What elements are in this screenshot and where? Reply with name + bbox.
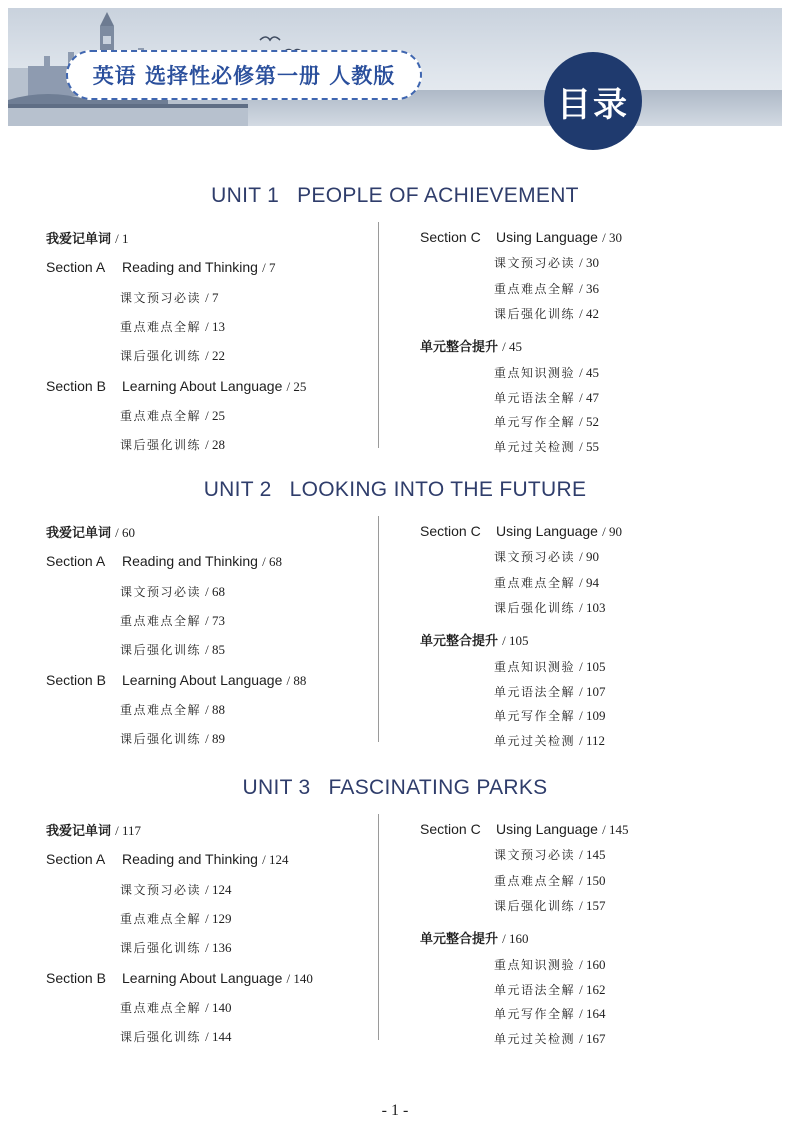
entry-label: 重点难点全解 [120,1001,202,1015]
entry-label: 我爱记单词 [46,526,112,541]
entry-label: 单元写作全解 [494,709,576,723]
entry-page: / 68 [262,554,282,569]
entry-label: 重点难点全解 [120,409,202,423]
entry-page: / 28 [205,437,226,452]
toc-entry[interactable] [494,846,606,863]
toc-entry[interactable] [46,228,129,247]
unit-block [0,184,790,464]
toc-entry[interactable] [494,872,606,889]
toc-entry[interactable] [420,821,629,838]
toc-entry[interactable] [494,389,599,406]
entry-page: / 103 [579,600,606,615]
entry-label: 课后强化训练 [120,1030,202,1044]
unit-title [0,184,790,208]
unit-block [0,478,790,758]
entry-label: 课文预习必读 [120,883,202,897]
entry-page: / 129 [205,911,232,926]
section-label: Section B [46,378,106,394]
entry-label: 课后强化训练 [494,307,576,321]
toc-entry[interactable] [46,851,288,868]
toc-entry[interactable] [120,318,225,335]
section-name: Using Language [496,229,598,245]
entry-page: / 85 [205,642,226,657]
book-title-pill [66,50,422,100]
entry-page: / 160 [502,931,529,946]
toc-entry[interactable] [420,229,622,246]
toc-entry[interactable] [120,289,219,306]
toc-entry[interactable] [494,305,599,322]
entry-page: / 22 [205,348,226,363]
toc-entry[interactable] [494,981,606,998]
toc-entry[interactable] [494,1005,606,1022]
entry-page: / 112 [579,733,606,748]
entry-label: 课后强化训练 [120,941,202,955]
section-label: Section B [46,970,106,986]
toc-entry[interactable] [494,658,606,675]
entry-label: 单元整合提升 [420,634,499,649]
entry-page: / 144 [205,1029,232,1044]
entry-label: 课文预习必读 [120,291,202,305]
entry-label: 课后强化训练 [494,899,576,913]
toc-entry[interactable] [494,548,599,565]
entry-page: / 124 [205,882,232,897]
entry-page: / 30 [602,230,622,245]
section-name: Using Language [496,523,598,539]
entry-page: / 7 [205,290,219,305]
entry-page: / 89 [205,731,226,746]
section-label: Section A [46,553,106,569]
section-name: Reading and Thinking [122,851,258,867]
toc-entry[interactable] [46,378,306,395]
toc-entry[interactable] [120,407,225,424]
entry-page: / 52 [579,414,600,429]
book-title: 英语 选择性必修第一册 人教版 [92,64,396,88]
entry-label: 单元写作全解 [494,415,576,429]
section-label: Section A [46,259,106,275]
section-name: Reading and Thinking [122,259,258,275]
entry-page: / 1 [115,231,129,246]
unit-name: LOOKING INTO THE FUTURE [289,478,587,501]
entry-label: 课文预习必读 [120,585,202,599]
toc-entry[interactable] [494,1030,606,1047]
toc-entry[interactable] [120,347,225,364]
entry-label: 课后强化训练 [120,438,202,452]
section-name: Using Language [496,821,598,837]
toc-entry[interactable] [46,970,313,987]
column-divider [378,814,379,1040]
toc-entry[interactable] [494,438,599,455]
unit-name: PEOPLE OF ACHIEVEMENT [297,184,579,207]
entry-page: / 88 [205,702,226,717]
entry-label: 单元过关检测 [494,1032,576,1046]
toc-entry[interactable] [420,928,529,947]
entry-label: 单元过关检测 [494,440,576,454]
entry-page: / 117 [115,823,142,838]
entry-label: 重点难点全解 [494,576,576,590]
entry-page: / 145 [602,822,629,837]
entry-page: / 109 [579,708,606,723]
entry-page: / 90 [579,549,600,564]
section-name: Learning About Language [122,970,283,986]
toc-entry[interactable] [120,701,225,718]
entry-page: / 68 [205,584,226,599]
entry-label: 我爱记单词 [46,232,112,247]
toc-entry[interactable] [494,574,599,591]
entry-page: / 47 [579,390,600,405]
toc-entry[interactable] [46,672,306,689]
entry-page: / 25 [286,379,307,394]
entry-label: 课后强化训练 [120,643,202,657]
entry-label: 单元写作全解 [494,1007,576,1021]
entry-label: 单元语法全解 [494,685,576,699]
entry-label: 重点知识测验 [494,366,576,380]
toc-entry[interactable] [494,707,606,724]
entry-page: / 136 [205,940,232,955]
entry-page: / 36 [579,281,600,296]
unit-number: UNIT 3 [242,776,311,799]
section-label: Section C [420,523,481,539]
entry-page: / 150 [579,873,606,888]
section-label: Section C [420,229,481,245]
toc-entry[interactable] [420,630,529,649]
entry-label: 重点难点全解 [120,912,202,926]
entry-label: 课文预习必读 [494,256,576,270]
toc-entry[interactable] [46,820,141,839]
toc-entry[interactable] [494,364,599,381]
entry-page: / 160 [579,957,606,972]
entry-label: 单元语法全解 [494,391,576,405]
entry-page: / 167 [579,1031,606,1046]
entry-label: 单元整合提升 [420,932,499,947]
unit-title [0,776,790,800]
toc-entry[interactable] [46,259,275,276]
entry-page: / 60 [115,525,136,540]
toc-entry[interactable] [494,956,606,973]
toc-entry[interactable] [120,999,232,1016]
entry-page: / 45 [579,365,600,380]
toc-entry[interactable] [494,683,606,700]
toc-entry[interactable] [120,583,225,600]
unit-block [0,776,790,1056]
entry-label: 重点难点全解 [494,282,576,296]
entry-page: / 25 [205,408,226,423]
toc-entry[interactable] [494,254,599,271]
entry-page: / 88 [286,673,307,688]
toc-entry[interactable] [120,939,232,956]
toc-entry[interactable] [46,522,135,541]
entry-label: 重点难点全解 [120,703,202,717]
toc-entry[interactable] [494,599,606,616]
entry-label: 重点难点全解 [494,874,576,888]
entry-label: 我爱记单词 [46,824,112,839]
entry-page: / 73 [205,613,226,628]
entry-label: 单元语法全解 [494,983,576,997]
entry-label: 课文预习必读 [494,550,576,564]
toc-entry[interactable] [120,641,225,658]
toc-entry[interactable] [120,1028,232,1045]
toc-entry[interactable] [120,730,225,747]
entry-page: / 45 [502,339,523,354]
entry-page: / 42 [579,306,600,321]
entry-page: / 94 [579,575,600,590]
toc-entry[interactable] [420,523,622,540]
entry-label: 课后强化训练 [120,732,202,746]
entry-page: / 105 [502,633,529,648]
section-name: Learning About Language [122,672,283,688]
toc-badge: 目录 [544,52,642,150]
unit-number: UNIT 2 [203,478,272,501]
entry-page: / 124 [262,852,289,867]
entry-label: 课后强化训练 [494,601,576,615]
page-number: - 1 - [381,1102,409,1119]
entry-page: / 164 [579,1006,606,1021]
entry-page: / 145 [579,847,606,862]
toc-entry[interactable] [120,910,232,927]
toc-entry[interactable] [120,612,225,629]
unit-title [0,478,790,502]
entry-page: / 140 [286,971,313,986]
toc-entry[interactable] [494,897,606,914]
toc-entry[interactable] [46,553,282,570]
toc-entry[interactable] [120,436,225,453]
entry-page: / 13 [205,319,226,334]
entry-label: 单元过关检测 [494,734,576,748]
entry-label: 重点难点全解 [120,614,202,628]
entry-label: 课文预习必读 [494,848,576,862]
section-label: Section A [46,851,106,867]
section-label: Section C [420,821,481,837]
toc-entry[interactable] [120,881,232,898]
entry-page: / 157 [579,898,606,913]
entry-label: 重点知识测验 [494,958,576,972]
entry-page: / 7 [262,260,276,275]
toc-entry[interactable] [420,336,522,355]
entry-label: 单元整合提升 [420,340,499,355]
section-label: Section B [46,672,106,688]
unit-number: UNIT 1 [211,184,280,207]
toc-entry[interactable] [494,732,605,749]
entry-page: / 140 [205,1000,232,1015]
entry-page: / 55 [579,439,600,454]
entry-page: / 90 [602,524,622,539]
toc-entry[interactable] [494,280,599,297]
toc-entry[interactable] [494,413,599,430]
unit-name: FASCINATING PARKS [328,776,548,799]
column-divider [378,222,379,448]
column-divider [378,516,379,742]
entry-label: 课后强化训练 [120,349,202,363]
entry-label: 重点知识测验 [494,660,576,674]
section-name: Reading and Thinking [122,553,258,569]
entry-page: / 162 [579,982,606,997]
entry-page: / 30 [579,255,600,270]
section-name: Learning About Language [122,378,283,394]
entry-page: / 107 [579,684,606,699]
entry-page: / 105 [579,659,606,674]
entry-label: 重点难点全解 [120,320,202,334]
